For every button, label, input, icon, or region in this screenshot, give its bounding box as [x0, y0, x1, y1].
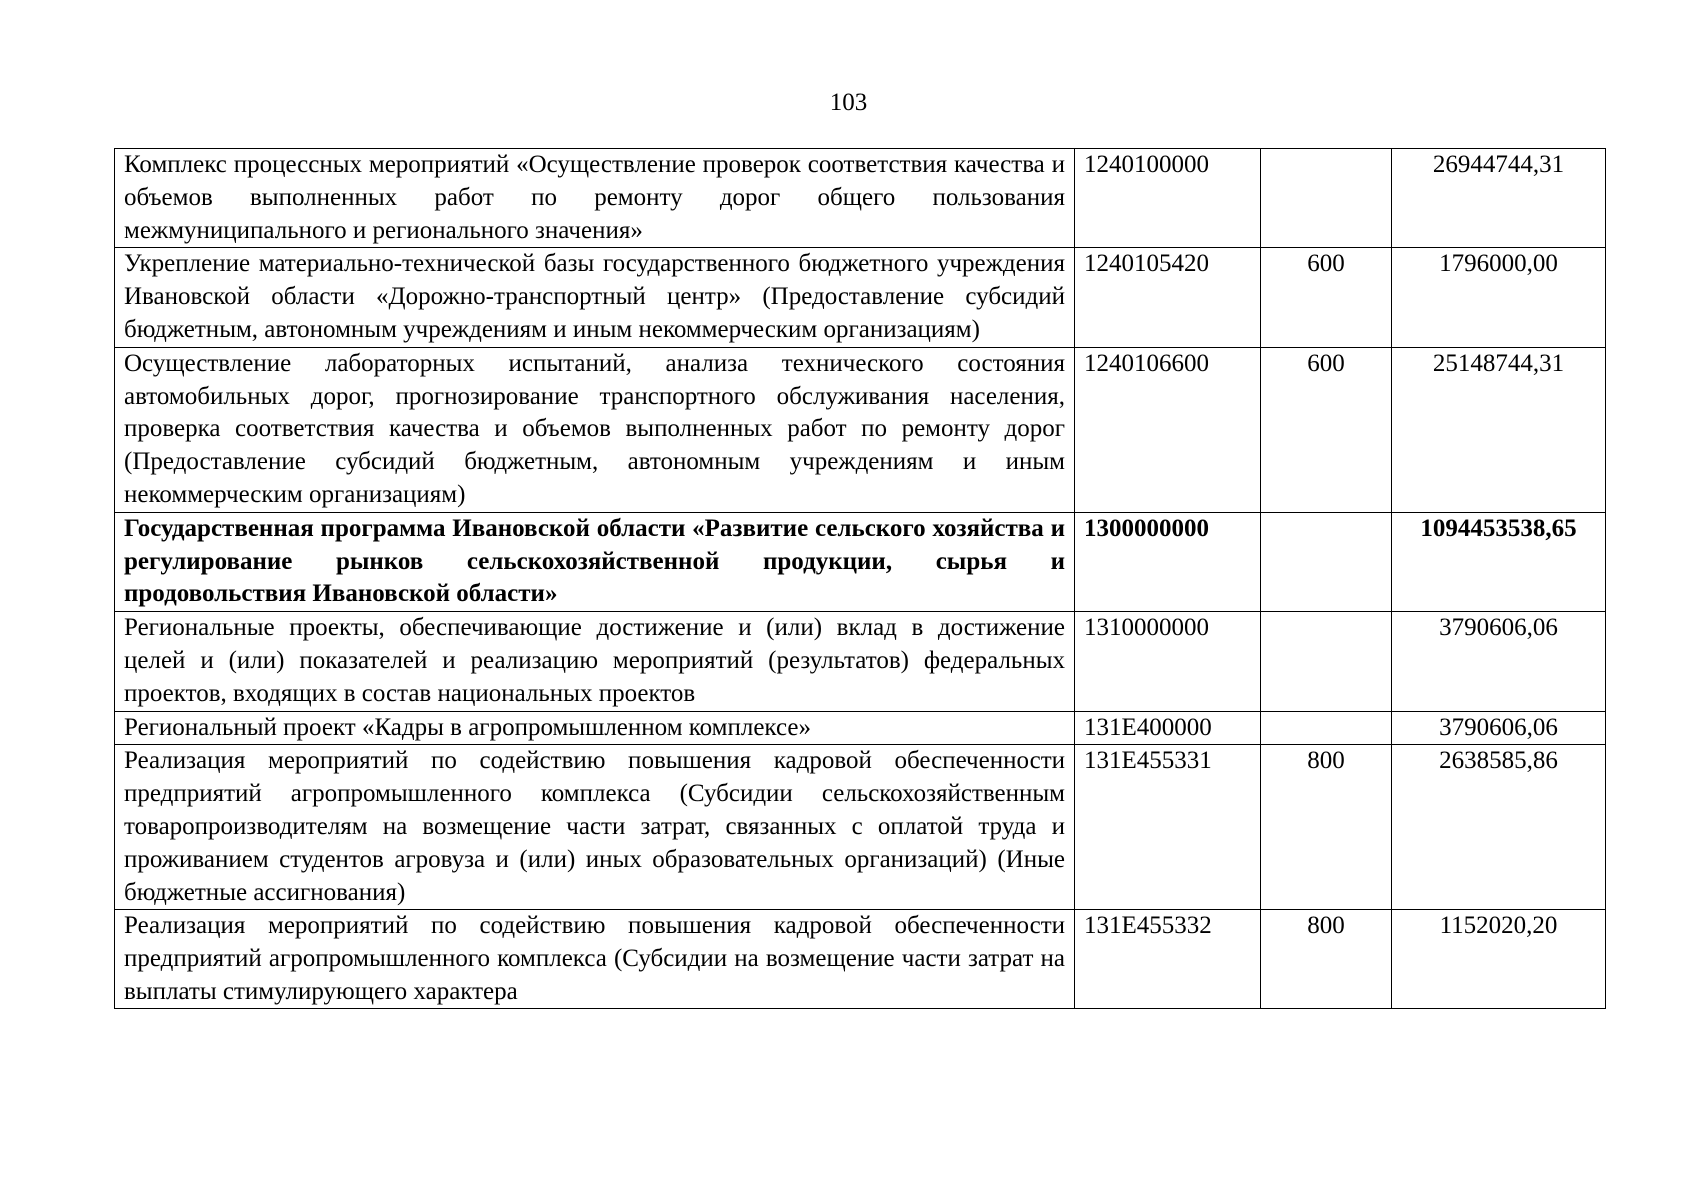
row-name: Комплекс процессных мероприятий «Осуществление проверок соответствия качества и объемов выполненных работ по ремонту дорог общего пользования межмуниципального и регионального значения» — [115, 149, 1075, 248]
row-code: 131E455331 — [1075, 745, 1261, 910]
row-sum: 1094453538,65 — [1392, 512, 1606, 611]
row-code: 1240100000 — [1075, 149, 1261, 248]
table-row — [115, 745, 1606, 910]
row-expense-type — [1261, 612, 1392, 711]
table-row — [115, 612, 1606, 711]
row-code: 131E455332 — [1075, 910, 1261, 1009]
table-row — [115, 248, 1606, 347]
budget-table — [114, 148, 1606, 1009]
row-expense-type: 600 — [1261, 248, 1392, 347]
row-sum: 3790606,06 — [1392, 612, 1606, 711]
table-row — [115, 149, 1606, 248]
row-sum: 1152020,20 — [1392, 910, 1606, 1009]
table-row — [115, 711, 1606, 745]
row-expense-type — [1261, 512, 1392, 611]
row-sum: 3790606,06 — [1392, 711, 1606, 745]
budget-table-body — [115, 149, 1606, 1009]
row-sum: 2638585,86 — [1392, 745, 1606, 910]
row-name: Осуществление лабораторных испытаний, анализа технического состояния автомобильных дорог, прогнозирование транспортного обслуживания населения, проверка соответствия качества и объемов выполненных работ по ремонту дорог (Предоставление субсидий бюджетным, автономным учреждениям и иным некоммерческим организациям) — [115, 347, 1075, 512]
table-row — [115, 347, 1606, 512]
row-expense-type: 800 — [1261, 910, 1392, 1009]
row-code: 131E400000 — [1075, 711, 1261, 745]
row-sum: 1796000,00 — [1392, 248, 1606, 347]
row-name: Государственная программа Ивановской области «Развитие сельского хозяйства и регулирование рынков сельскохозяйственной продукции, сырья и продовольствия Ивановской области» — [115, 512, 1075, 611]
row-name: Региональные проекты, обеспечивающие достижение и (или) вклад в достижение целей и (или) показателей и реализацию мероприятий (результатов) федеральных проектов, входящих в состав национальных проектов — [115, 612, 1075, 711]
row-expense-type: 600 — [1261, 347, 1392, 512]
row-code: 1300000000 — [1075, 512, 1261, 611]
row-code: 1240105420 — [1075, 248, 1261, 347]
row-name: Реализация мероприятий по содействию повышения кадровой обеспеченности предприятий агропромышленного комплекса (Субсидии на возмещение части затрат на выплаты стимулирующего характера — [124, 912, 1065, 1005]
row-expense-type — [1261, 149, 1392, 248]
row-name: Укрепление материально-технической базы государственного бюджетного учреждения Ивановской области «Дорожно-транспортный центр» (Предоставление субсидий бюджетным, автономным учреждениям и иным некоммерческим организациям) — [115, 248, 1075, 347]
row-name-cell — [115, 910, 1075, 1009]
row-sum: 25148744,31 — [1392, 347, 1606, 512]
row-sum: 26944744,31 — [1392, 149, 1606, 248]
row-expense-type: 800 — [1261, 745, 1392, 910]
row-code: 1310000000 — [1075, 612, 1261, 711]
row-name: Региональный проект «Кадры в агропромышленном комплексе» — [115, 711, 1075, 745]
table-row — [115, 910, 1606, 1009]
table-row-program — [115, 512, 1606, 611]
row-name: Реализация мероприятий по содействию повышения кадровой обеспеченности предприятий агропромышленного комплекса (Субсидии сельскохозяйственным товаропроизводителям на возмещение части затрат, связанных с оплатой труда и проживанием студентов агровуза и (или) иных образовательных организаций) (Иные бюджетные ассигнования) — [115, 745, 1075, 910]
row-expense-type — [1261, 711, 1392, 745]
row-code: 1240106600 — [1075, 347, 1261, 512]
page-number: 103 — [829, 89, 868, 116]
